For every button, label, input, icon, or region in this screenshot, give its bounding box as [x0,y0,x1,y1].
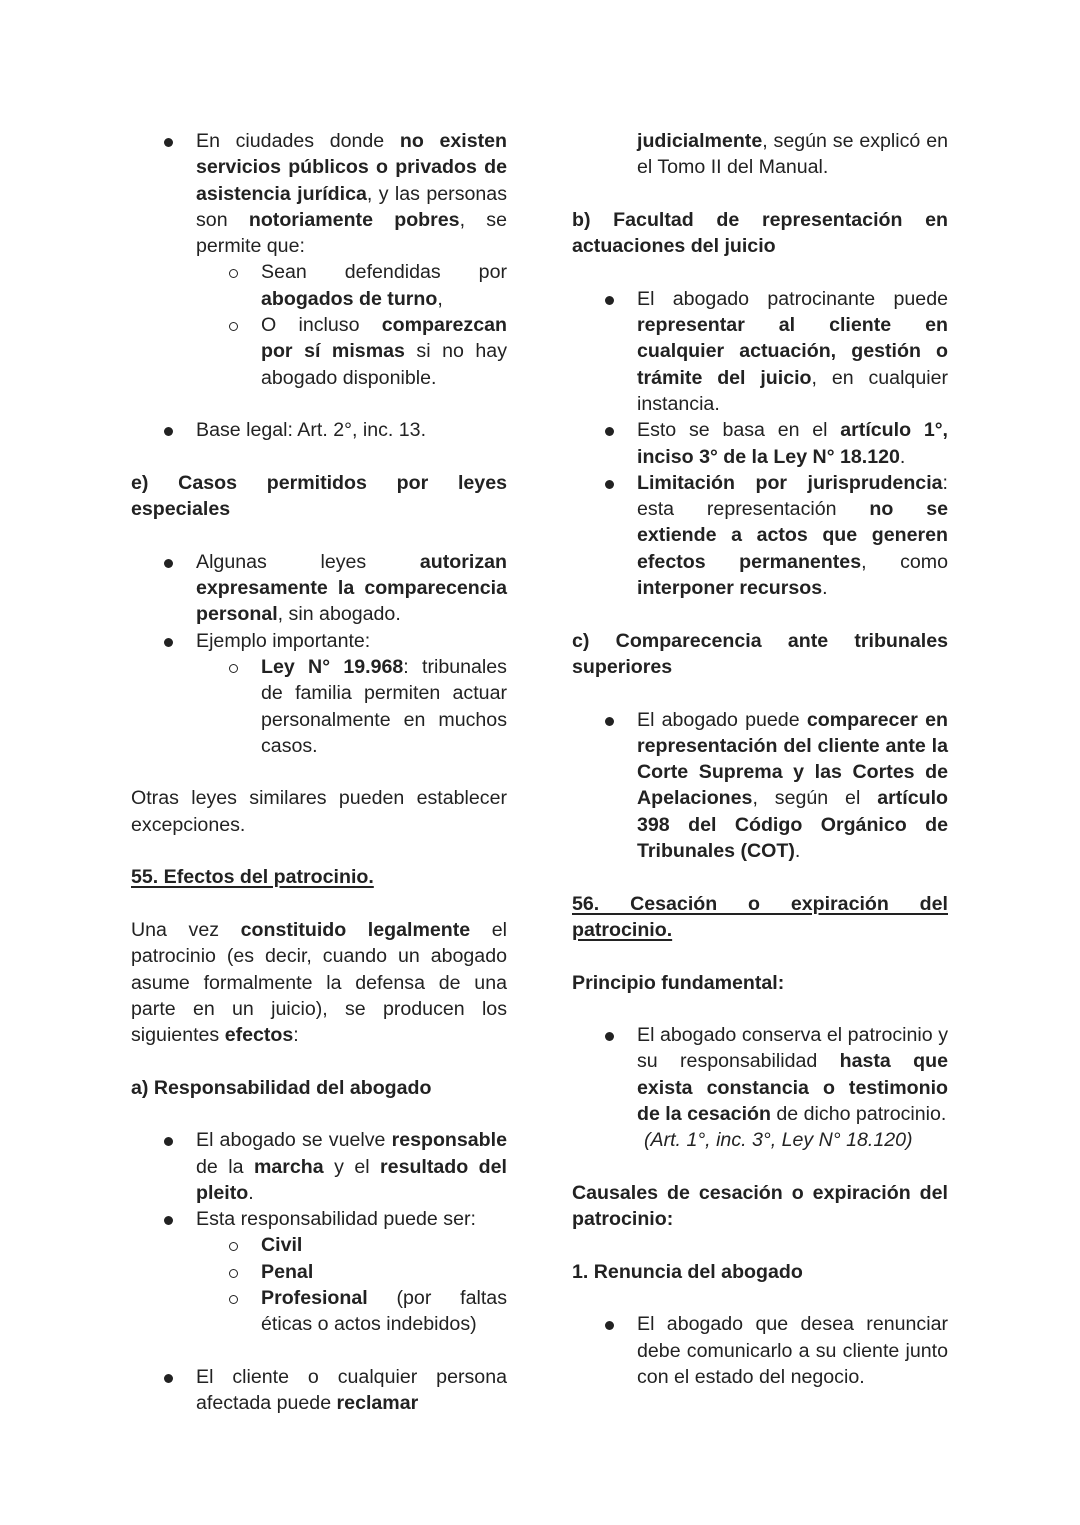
bold-text: comparecer en representación del cliente ante la Corte Suprema y las Cortes de Apelaciones [637,708,948,810]
spacer [572,996,948,1022]
bullet-item [572,417,948,470]
bullet-dot-icon [164,549,174,575]
bullet-item [131,417,507,443]
bold-text: Profesional [261,1287,368,1310]
bold-text: judicialmente [637,130,763,152]
bullet-item [572,1022,948,1127]
bold-text: responsable [391,1129,507,1152]
bullet-dot-icon [605,470,615,496]
legal-citation [572,1127,948,1153]
spacer [572,181,948,207]
bold-text: reclamar [336,1392,419,1415]
spacer [572,1285,948,1311]
text: y el [323,1155,381,1178]
spacer [131,522,507,548]
text: , en cualquier instancia. [637,366,948,415]
subsection-heading [572,1259,948,1285]
bullet-item [131,549,507,628]
bold-text: Limitación por jurisprudencia [637,471,943,494]
bold-text: autorizan expresamente la comparecencia personal [196,550,507,626]
bullet-circle-icon [229,1285,239,1311]
spacer [572,259,948,285]
bold-text: Penal [261,1260,314,1283]
bold-text: representar al cliente en cualquier actuación, gestión o trámite del juicio [637,314,948,389]
spacer [131,1048,507,1074]
text: Ejemplo importante: [196,629,371,652]
text: de la [196,1155,254,1178]
spacer [572,1154,948,1180]
text: . [248,1181,254,1204]
spacer [131,1338,507,1364]
text: El abogado que desea renunciar debe comunicarlo a su cliente junto con el estado del negocio. [637,1313,948,1388]
spacer [131,759,507,785]
spacer [131,838,507,864]
spacer [131,891,507,917]
bold-text: no se extiende a actos que generen efectos permanentes [637,498,948,573]
right-column [572,128,948,1390]
bold-text: artículo 1°, inciso 3° de la Ley N° 18.120 [637,419,948,468]
bullet-item [131,1206,507,1232]
bullet-circle-icon [229,654,239,680]
text: , según se explicó en el Tomo II del Manual. [637,130,948,179]
spacer [131,444,507,470]
bold-text: notoriamente pobres [248,208,460,231]
bullet-dot-icon [164,1364,174,1390]
text: (por faltas éticas o actos indebidos) [261,1287,507,1336]
bullet-item [131,628,507,654]
bold-text: hasta que exista constancia o testimonio de la cesación [637,1050,948,1125]
sub-bullet-item [131,1232,507,1258]
spacer [572,1232,948,1258]
text: si no hay abogado disponible. [261,340,507,389]
text: Otras leyes similares pueden establecer excepciones. [131,787,507,836]
sub-bullet-item [131,312,507,391]
bullet-dot-icon [605,707,615,733]
sub-bullet-item [131,259,507,312]
bold-text: Principio fundamental: [572,971,785,994]
sub-bullet-item [131,654,507,759]
spacer [572,864,948,890]
spacer [131,391,507,417]
text: El abogado patrocinante puede [637,287,948,310]
bullet-dot-icon [605,417,615,443]
bold-text: abogados de turno [261,287,438,310]
bold-text: 56. Cesación o expiración del patrocinio. [572,892,948,941]
text: . [822,577,828,600]
bullet-item [131,1364,507,1417]
bold-text: a) Responsabilidad del abogado [131,1076,432,1099]
subsection-heading [131,1075,507,1101]
bold-text: comparezcan por sí mismas [261,314,507,363]
bold-text: Causales de cesación o expiración del patrocinio: [572,1181,948,1231]
left-column [131,128,507,1417]
bold-text: marcha [253,1155,324,1178]
text: El abogado puede [637,708,807,731]
bullet-circle-icon [229,312,239,338]
bold-text: e) Casos permitidos por leyes especiales [131,471,507,521]
text: , como [861,550,948,573]
bullet-item [131,128,507,259]
bold-text: Ley N° 19.968 [261,655,404,678]
text: , sin abogado. [277,603,401,626]
text: de dicho patrocinio. [770,1102,947,1125]
bullet-dot-icon [605,1022,615,1048]
sub-bullet-item [131,1285,507,1338]
text: , se permite que: [196,208,507,258]
subsection-heading [572,1180,948,1233]
text: el patrocinio (es decir, cuando un abogado asume formalmente la defensa de una parte en un juicio), se producen los siguientes [131,918,507,1047]
text: : tribunales de familia permiten actuar personalmente en muchos casos. [261,655,507,757]
text: Esta responsabilidad puede ser: [196,1208,476,1231]
section-heading [131,864,507,890]
bullet-continuation [572,128,948,181]
text: Sean defendidas por [261,261,507,284]
bullet-dot-icon [605,1311,615,1337]
bullet-dot-icon [164,1206,174,1232]
spacer [572,943,948,969]
text: . [899,445,906,468]
bullet-item [131,1127,507,1206]
sub-bullet-item [131,1259,507,1285]
bold-text: interponer recursos [637,577,823,600]
text: El cliente o cualquier persona afectada puede [196,1365,507,1415]
italic-text: (Art. 1°, inc. 3°, Ley N° 18.120) [644,1129,913,1152]
bullet-item [572,286,948,417]
bold-text: artículo 398 del Código Orgánico de Tribunales (COT) [637,787,948,863]
text: O incluso [261,314,382,337]
text: Una vez [131,918,241,941]
text: El abogado se vuelve [196,1129,392,1152]
bullet-item [572,470,948,601]
spacer [572,680,948,706]
text: El abogado conserva el patrocinio y su responsabilidad [637,1024,948,1073]
text: , [437,287,443,310]
bullet-dot-icon [164,417,174,443]
bullet-dot-icon [605,286,615,312]
bold-text: 55. Efectos del patrocinio. [131,866,374,889]
text: , según el [752,787,878,810]
bullet-dot-icon [164,1127,174,1153]
bullet-dot-icon [164,128,174,154]
subsection-heading [572,207,948,260]
text: En ciudades donde [196,130,400,152]
bold-text: 1. Renuncia del abogado [572,1260,803,1283]
bullet-item [572,1311,948,1390]
spacer [572,601,948,627]
paragraph [131,785,507,838]
text: Esto se basa en el [637,419,841,442]
text: Algunas leyes [196,550,420,573]
bullet-dot-icon [164,628,174,654]
bold-text: no existen servicios públicos o privados de asistencia jurídica [196,130,507,205]
text: . [794,840,801,863]
text: Base legal: Art. 2°, inc. 13. [196,419,427,442]
text: : [293,1024,299,1047]
bold-text: c) Comparecencia ante tribunales superiores [572,629,948,678]
section-heading [572,891,948,944]
bold-text: Civil [261,1234,303,1257]
bullet-circle-icon [229,1259,239,1285]
text: , y las personas son [196,182,507,231]
subsection-heading [572,628,948,681]
bold-text: resultado del pleito [196,1155,507,1204]
spacer [131,1101,507,1127]
bullet-circle-icon [229,259,239,285]
bold-text: efectos [224,1024,294,1047]
subsection-heading [572,970,948,996]
bullet-item [572,707,948,865]
bold-text: b) Facultad de representación en actuaciones del juicio [572,208,948,258]
subsection-heading [131,470,507,523]
paragraph [131,917,507,1048]
bullet-circle-icon [229,1232,239,1258]
bold-text: constituido legalmente [240,918,471,941]
text: : esta representación [637,471,948,521]
